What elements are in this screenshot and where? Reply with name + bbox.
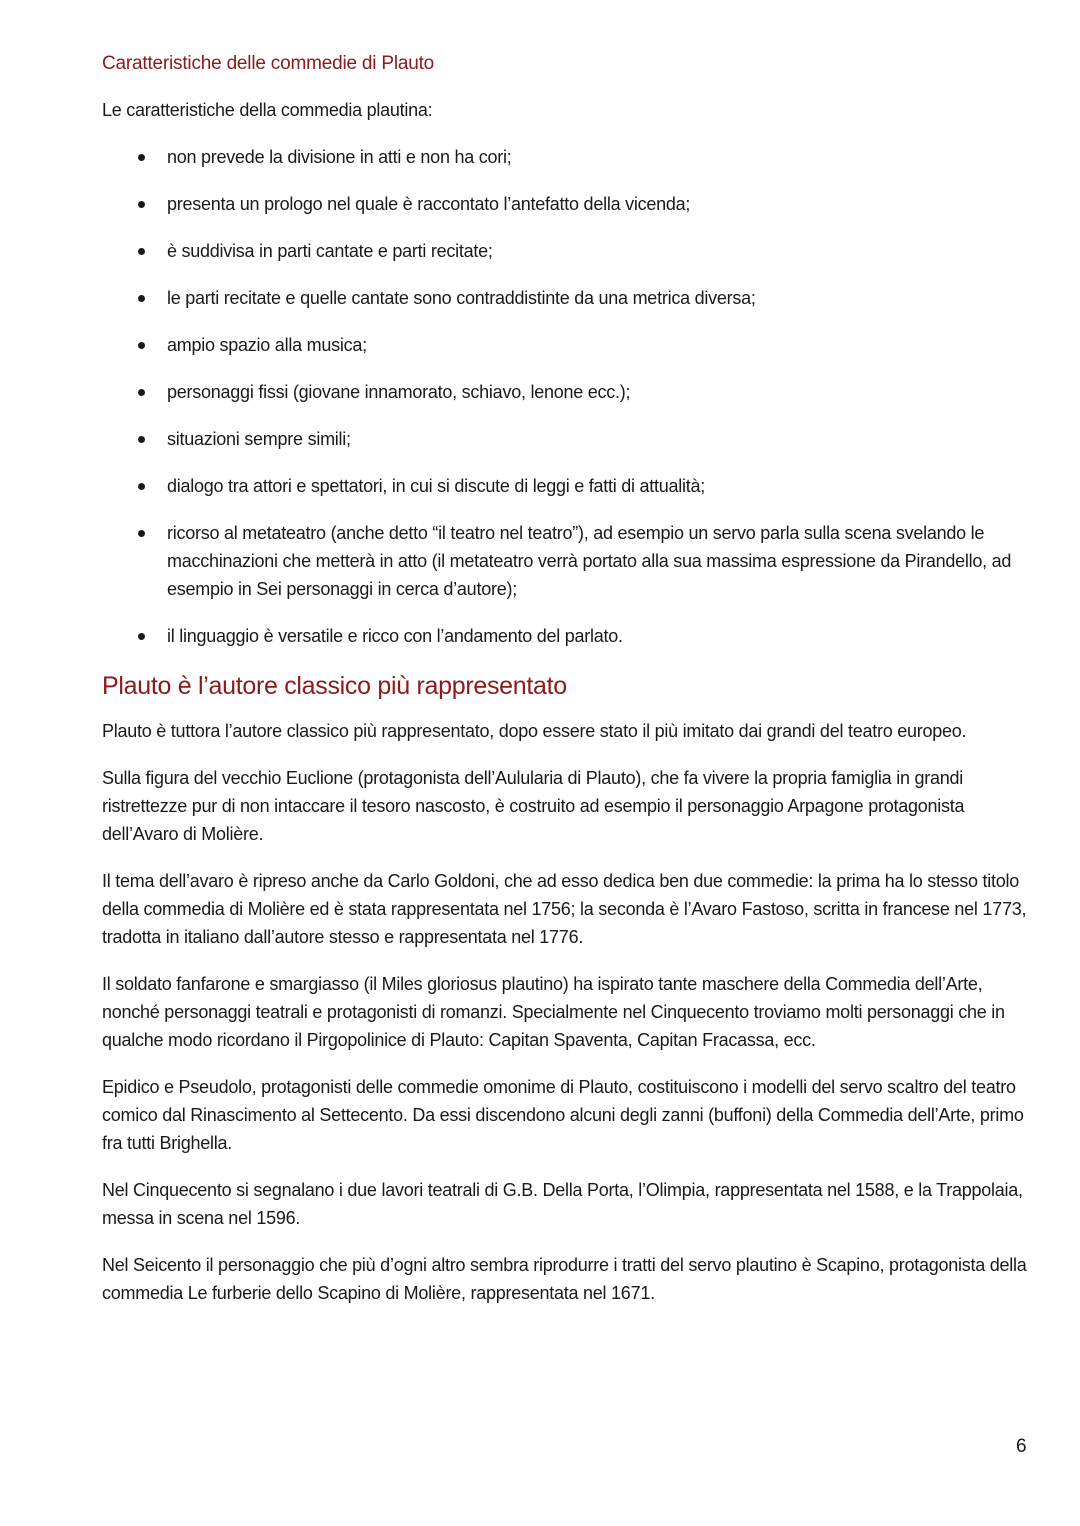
paragraph: Epidico e Pseudolo, protagonisti delle commedie omonime di Plauto, costituiscono i modelli del servo scaltro del teatro comico dal Rinascimento al Settecento. Da essi discendono alcuni degli zanni (buffoni) della Commedia dell’Arte, primo fra tutti Brighella.: [102, 1077, 1024, 1153]
list-item: presenta un prologo nel quale è raccontato l’antefatto della vicenda;: [102, 190, 1032, 218]
list-item: personaggi fissi (giovane innamorato, schiavo, lenone ecc.);: [102, 378, 1032, 406]
list-item: dialogo tra attori e spettatori, in cui si discute di leggi e fatti di attualità;: [102, 472, 1032, 500]
list-item: il linguaggio è versatile e ricco con l’andamento del parlato.: [102, 622, 1032, 650]
list-item: situazioni sempre simili;: [102, 425, 1032, 453]
intro-paragraph: Le caratteristiche della commedia plautina:: [102, 100, 433, 120]
section-heading: Plauto è l’autore classico più rappresentato: [102, 672, 567, 700]
section-heading: Caratteristiche delle commedie di Plauto: [102, 53, 435, 74]
document-page: [102, 50, 1032, 1326]
paragraph: Sulla figura del vecchio Euclione (protagonista dell’Aulularia di Plauto), che fa vivere la propria famiglia in grandi ristrettezze pur di non intaccare il tesoro nascosto, è costruito ad esempio il personaggio Arpagone protagonista dell’Avaro di Molière.: [102, 768, 965, 844]
paragraph: Nel Seicento il personaggio che più d’ogni altro sembra riprodurre i tratti del servo plautino è Scapino, protagonista della commedia Le furberie dello Scapino di Molière, rappresentata nel 1671.: [102, 1255, 1027, 1303]
paragraph: Il tema dell’avaro è ripreso anche da Carlo Goldoni, che ad esso dedica ben due commedie: la prima ha lo stesso titolo della commedia di Molière ed è stata rappresentata nel 1756; la seconda è l’Avaro Fastoso, scritta in francese nel 1773, tradotta in italiano dall’autore stesso e rappresentata nel 1776.: [102, 871, 1027, 947]
paragraph: Plauto è tuttora l’autore classico più rappresentato, dopo essere stato il più imitato dai grandi del teatro europeo.: [102, 721, 967, 741]
list-item: non prevede la divisione in atti e non ha cori;: [102, 143, 1032, 171]
paragraph: Nel Cinquecento si segnalano i due lavori teatrali di G.B. Della Porta, l’Olimpia, rappresentata nel 1588, e la Trappolaia, messa in scena nel 1596.: [102, 1180, 1023, 1228]
paragraph: Il soldato fanfarone e smargiasso (il Miles gloriosus plautino) ha ispirato tante maschere della Commedia dell’Arte, nonché personaggi teatrali e protagonisti di romanzi. Specialmente nel Cinquecento troviamo molti personaggi che in qualche modo ricordano il Pirgopolinice di Plauto: Capitan Spaventa, Capitan Fracassa, ecc.: [102, 974, 1005, 1050]
page-number: 6: [1016, 1436, 1027, 1457]
list-item: ampio spazio alla musica;: [102, 331, 1032, 359]
list-item: ricorso al metateatro (anche detto “il teatro nel teatro”), ad esempio un servo parla sulla scena svelando le macchinazioni che metterà in atto (il metateatro verrà portato alla sua massima espressione da Pirandello, ad esempio in Sei personaggi in cerca d’autore);: [102, 519, 1032, 603]
list-item: è suddivisa in parti cantate e parti recitate;: [102, 237, 1032, 265]
features-list: [102, 143, 1032, 650]
list-item: le parti recitate e quelle cantate sono contraddistinte da una metrica diversa;: [102, 284, 1032, 312]
